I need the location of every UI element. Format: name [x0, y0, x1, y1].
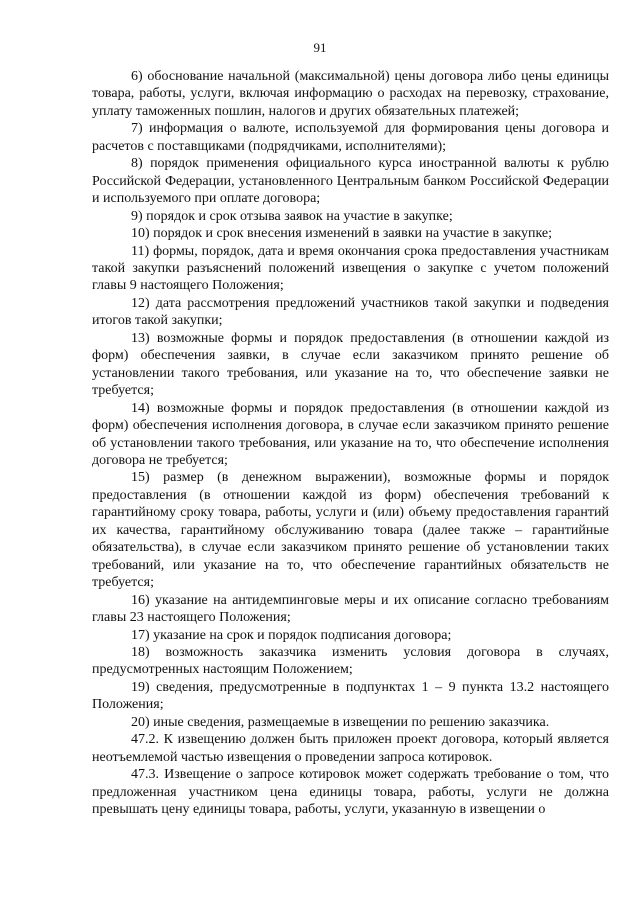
paragraph-item-6: 6) обоснование начальной (максимальной) цены договора либо цены единицы товара, работы, услуги, включая информацию о расходах на перевозку, страхование, уплату таможенных пошлин, налогов и других обязательных платежей;: [92, 69, 609, 119]
paragraph-47-3: 47.3. Извещение о запросе котировок может содержать требование о том, что предложенная участником цена единицы товара, работы, услуги не должна превышать цену единицы товара, работы, услуги, указанную в извещении о: [92, 767, 609, 818]
paragraph-item-19: 19) сведения, предусмотренные в подпунктах 1 – 9 пункта 13.2 настоящего Положения;: [92, 679, 609, 713]
paragraph-item-10: 10) порядок и срок внесения изменений в заявки на участие в закупке;: [131, 226, 552, 242]
paragraph-item-8: 8) порядок применения официального курса иностранной валюты к рублю Российской Федерации, установленного Центральным банком Российской Федерации и используемого при оплате договора;: [92, 156, 609, 207]
document-body: [92, 68, 609, 818]
paragraph-item-14: 14) возможные формы и порядок предоставления (в отношении каждой из форм) обеспечения исполнения договора, в случае если заказчиком принято решение об установлении такого требования, или указание на то, что обеспечение исполнения договора не требуется;: [92, 400, 609, 468]
paragraph-item-12: 12) дата рассмотрения предложений участников такой закупки и подведения итогов такой закупки;: [92, 295, 609, 329]
paragraph-item-7: 7) информация о валюте, используемой для формирования цены договора и расчетов с поставщиками (подрядчиками, исполнителями);: [92, 121, 609, 154]
paragraph-item-18: 18) возможность заказчика изменить условия договора в случаях, предусмотренных настоящим Положением;: [92, 644, 609, 678]
paragraph-item-13: 13) возможные формы и порядок предоставления (в отношении каждой из форм) обеспечения заявки, в случае если заказчиком принято решение об установлении такого требования, или указание на то, что обеспечение заявки не требуется;: [92, 330, 609, 399]
paragraph-item-15: 15) размер (в денежном выражении), возможные формы и порядок предоставления (в отношении каждой из форм) обеспечения требований к гарантийному сроку товара, работы, услуги и (или) объему предоставления гарантий их качества, гарантийному обслуживанию товара (далее также – гарантийные обязательства), в случае если заказчиком принято решение об установлении таких требований, или указание на то, что обеспечение гарантийных обязательств не требуется;: [92, 470, 609, 591]
paragraph-item-17: 17) указание на срок и порядок подписания договора;: [131, 627, 452, 643]
paragraph-item-11: 11) формы, порядок, дата и время окончания срока предоставления участникам такой закупки разъяснений положений извещения о закупке с учетом положений главы 9 настоящего Положения;: [92, 243, 609, 294]
page-number: 91: [313, 40, 327, 55]
paragraph-item-9: 9) порядок и срок отзыва заявок на участие в закупке;: [131, 208, 453, 224]
paragraph-item-20: 20) иные сведения, размещаемые в извещении по решению заказчика.: [131, 714, 550, 730]
paragraph-item-16: 16) указание на антидемпинговые меры и их описание согласно требованиям главы 23 настоящего Положения;: [92, 592, 609, 626]
paragraph-47-2: 47.2. К извещению должен быть приложен проект договора, который является неотъемлемой частью извещения о проведении запроса котировок.: [92, 732, 609, 765]
